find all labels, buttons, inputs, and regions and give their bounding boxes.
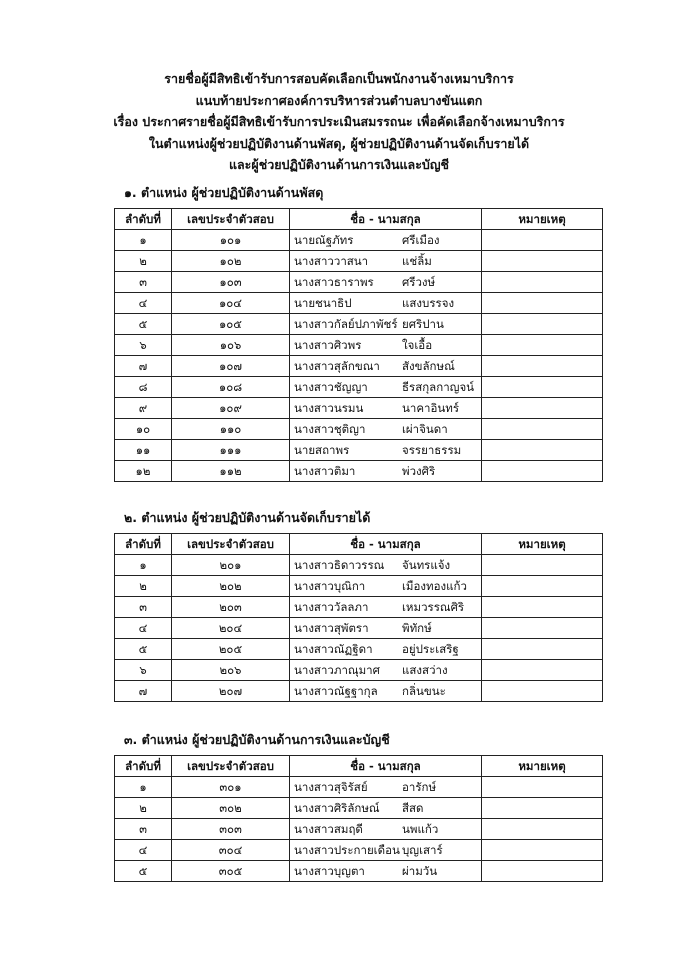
last-name: ผ่ามวัน — [402, 864, 438, 878]
last-name: จรรยาธรรม — [402, 443, 462, 457]
first-name: นางสาวบุณิกา — [294, 579, 366, 593]
first-name: นางสาวสมฤดี — [294, 822, 363, 836]
cell-remark — [482, 660, 603, 681]
cell-name — [290, 798, 482, 819]
last-name: อารักษ์ — [402, 780, 437, 794]
last-name: แสงบรรจง — [402, 296, 455, 310]
name-wrap — [294, 335, 477, 355]
last-name: เผ่าจินดา — [402, 422, 448, 436]
cell-exam-id: ๓๐๓ — [172, 819, 290, 840]
name-wrap — [294, 819, 477, 839]
cell-exam-id: ๒๐๓ — [172, 597, 290, 618]
first-name: นางสาวชุติญา — [294, 422, 366, 436]
table-row — [115, 861, 603, 882]
first-name: นางสาวสุลักขณา — [294, 359, 380, 373]
cell-remark — [482, 639, 603, 660]
cell-exam-id: ๓๐๑ — [172, 777, 290, 798]
cell-name — [290, 777, 482, 798]
name-wrap — [294, 777, 477, 797]
name-wrap — [294, 618, 477, 638]
name-wrap — [294, 681, 477, 701]
cell-exam-id: ๑๐๕ — [172, 314, 290, 335]
cell-exam-id: ๓๐๕ — [172, 861, 290, 882]
cell-no: ๕ — [115, 314, 172, 335]
cell-remark — [482, 461, 603, 482]
table-row — [115, 576, 603, 597]
cell-remark — [482, 419, 603, 440]
cell-exam-id: ๓๐๔ — [172, 840, 290, 861]
section-1-title: ๑. ตำแหน่ง ผู้ช่วยปฏิบัติงานด้านพัสดุ — [124, 185, 324, 200]
name-wrap — [294, 356, 477, 376]
cell-no: ๓ — [115, 819, 172, 840]
cell-name — [290, 597, 482, 618]
last-name: นพแก้ว — [402, 822, 439, 836]
table-row — [115, 398, 603, 419]
table-header-row — [115, 209, 603, 230]
last-name: บุญเสาร์ — [402, 843, 443, 857]
table-row — [115, 251, 603, 272]
cell-no: ๑ — [115, 555, 172, 576]
cell-remark — [482, 251, 603, 272]
cell-no: ๑ — [115, 777, 172, 798]
cell-name — [290, 398, 482, 419]
cell-no: ๑๒ — [115, 461, 172, 482]
cell-exam-id: ๑๐๔ — [172, 293, 290, 314]
cell-remark — [482, 377, 603, 398]
first-name: นางสาวติมา — [294, 464, 356, 478]
cell-exam-id: ๒๐๕ — [172, 639, 290, 660]
cell-name — [290, 335, 482, 356]
first-name: นายณัฐภัทร — [294, 233, 354, 247]
name-wrap — [294, 398, 477, 418]
last-name: พ่วงศิริ — [402, 464, 436, 478]
cell-exam-id: ๒๐๑ — [172, 555, 290, 576]
last-name: ศรีวงษ์ — [402, 275, 436, 289]
cell-exam-id: ๑๐๗ — [172, 356, 290, 377]
name-wrap — [294, 419, 477, 439]
last-name: อยู่ประเสริฐ — [402, 642, 459, 656]
cell-exam-id: ๑๑๐ — [172, 419, 290, 440]
last-name: กลิ่นขนะ — [402, 684, 446, 698]
cell-exam-id: ๑๐๒ — [172, 251, 290, 272]
cell-name — [290, 555, 482, 576]
cell-remark — [482, 314, 603, 335]
cell-no: ๗ — [115, 681, 172, 702]
cell-no: ๔ — [115, 618, 172, 639]
last-name: นาคาอินทร์ — [402, 401, 459, 415]
column-header-no: ลำดับที่ — [115, 209, 172, 230]
cell-no: ๕ — [115, 639, 172, 660]
name-wrap — [294, 576, 477, 596]
table-row — [115, 272, 603, 293]
cell-exam-id: ๑๑๒ — [172, 461, 290, 482]
cell-name — [290, 681, 482, 702]
name-wrap — [294, 251, 477, 271]
column-header-name: ชื่อ - นามสกุล — [290, 209, 482, 230]
cell-exam-id: ๑๐๘ — [172, 377, 290, 398]
section-2-title: ๒. ตำแหน่ง ผู้ช่วยปฏิบัติงานด้านจัดเก็บรายได้ — [124, 510, 371, 525]
column-header-exam-id: เลขประจำตัวสอบ — [172, 756, 290, 777]
column-header-no: ลำดับที่ — [115, 756, 172, 777]
table-header-row — [115, 756, 603, 777]
table-row — [115, 639, 603, 660]
cell-remark — [482, 293, 603, 314]
first-name: นางสาวธาราพร — [294, 275, 374, 289]
cell-name — [290, 419, 482, 440]
column-header-no: ลำดับที่ — [115, 534, 172, 555]
first-name: นางสาววาสนา — [294, 254, 369, 268]
name-wrap — [294, 293, 477, 313]
table-row — [115, 377, 603, 398]
cell-remark — [482, 861, 603, 882]
cell-no: ๗ — [115, 356, 172, 377]
name-wrap — [294, 861, 477, 881]
table-row — [115, 419, 603, 440]
cell-no: ๓ — [115, 597, 172, 618]
table-row — [115, 335, 603, 356]
table-row — [115, 440, 603, 461]
cell-remark — [482, 819, 603, 840]
table-row — [115, 356, 603, 377]
cell-no: ๒ — [115, 251, 172, 272]
cell-remark — [482, 398, 603, 419]
table-row — [115, 840, 603, 861]
cell-name — [290, 618, 482, 639]
cell-remark — [482, 597, 603, 618]
table-row — [115, 314, 603, 335]
cell-remark — [482, 230, 603, 251]
cell-name — [290, 356, 482, 377]
header-line-2: แนบท้ายประกาศองค์การบริหารส่วนตำบลบางขันแตก — [195, 92, 483, 108]
cell-name — [290, 639, 482, 660]
name-wrap — [294, 798, 477, 818]
table-row — [115, 681, 603, 702]
last-name: เหมวรรณศิริ — [402, 600, 465, 614]
cell-name — [290, 576, 482, 597]
cell-exam-id: ๑๐๖ — [172, 335, 290, 356]
cell-remark — [482, 576, 603, 597]
cell-no: ๑๐ — [115, 419, 172, 440]
first-name: นางสาวณัฐฐากุล — [294, 684, 378, 698]
column-header-exam-id: เลขประจำตัวสอบ — [172, 534, 290, 555]
section-3-table — [114, 755, 603, 882]
cell-exam-id: ๑๐๓ — [172, 272, 290, 293]
name-wrap — [294, 461, 477, 481]
table-row — [115, 618, 603, 639]
cell-exam-id: ๑๐๑ — [172, 230, 290, 251]
first-name: นางสาวนรมน — [294, 401, 364, 415]
table-row — [115, 293, 603, 314]
cell-no: ๙ — [115, 398, 172, 419]
column-header-remark: หมายเหตุ — [482, 756, 603, 777]
header-line-5: และผู้ช่วยปฏิบัติงานด้านการเงินและบัญชี — [228, 157, 450, 172]
cell-name — [290, 230, 482, 251]
name-wrap — [294, 314, 477, 334]
table-row — [115, 798, 603, 819]
header-line-1: รายชื่อผู้มีสิทธิเข้ารับการสอบคัดเลือกเป็นพนักงานจ้างเหมาบริการ — [164, 71, 514, 86]
first-name: นางสาวศิริลักษณ์ — [294, 801, 380, 815]
column-header-remark: หมายเหตุ — [482, 534, 603, 555]
table-row — [115, 660, 603, 681]
cell-no: ๓ — [115, 272, 172, 293]
first-name: นางสาวบุญตา — [294, 864, 365, 878]
last-name: สังขลักษณ์ — [402, 359, 455, 373]
first-name: นางสาวธิดาวรรณ — [294, 558, 385, 572]
name-wrap — [294, 639, 477, 659]
cell-no: ๖ — [115, 335, 172, 356]
cell-exam-id: ๒๐๔ — [172, 618, 290, 639]
cell-remark — [482, 356, 603, 377]
first-name: นายสถาพร — [294, 443, 350, 457]
first-name: นางสาวภาณุมาศ — [294, 663, 380, 677]
first-name: นางสาววัลลภา — [294, 600, 369, 614]
first-name: นางสาวชัญญา — [294, 380, 368, 394]
table-row — [115, 597, 603, 618]
name-wrap — [294, 440, 477, 460]
cell-name — [290, 314, 482, 335]
column-header-remark: หมายเหตุ — [482, 209, 603, 230]
cell-name — [290, 251, 482, 272]
first-name: นางสาวศิวพร — [294, 338, 362, 352]
cell-name — [290, 440, 482, 461]
cell-no: ๔ — [115, 840, 172, 861]
name-wrap — [294, 597, 477, 617]
last-name: ใจเอื้อ — [402, 338, 433, 352]
cell-remark — [482, 555, 603, 576]
cell-exam-id: ๓๐๒ — [172, 798, 290, 819]
cell-name — [290, 461, 482, 482]
table-row — [115, 230, 603, 251]
first-name: นายชนาธิป — [294, 296, 352, 310]
cell-name — [290, 660, 482, 681]
cell-remark — [482, 440, 603, 461]
last-name: พิทักษ์ — [402, 621, 432, 635]
table-row — [115, 777, 603, 798]
name-wrap — [294, 230, 477, 250]
last-name: ยศริปาน — [402, 317, 444, 331]
cell-name — [290, 377, 482, 398]
cell-remark — [482, 681, 603, 702]
cell-no: ๖ — [115, 660, 172, 681]
cell-remark — [482, 618, 603, 639]
cell-name — [290, 272, 482, 293]
cell-exam-id: ๒๐๖ — [172, 660, 290, 681]
cell-no: ๑ — [115, 230, 172, 251]
cell-no: ๕ — [115, 861, 172, 882]
cell-name — [290, 819, 482, 840]
name-wrap — [294, 377, 477, 397]
cell-remark — [482, 272, 603, 293]
first-name: นางสาวสุพัตรา — [294, 621, 369, 635]
cell-exam-id: ๒๐๒ — [172, 576, 290, 597]
last-name: เมืองทองแก้ว — [402, 579, 467, 593]
first-name: นางสาวกัลย์ปภาพัชร์ — [294, 317, 398, 331]
first-name: นางสาวณัฏฐิดา — [294, 642, 373, 656]
cell-remark — [482, 335, 603, 356]
name-wrap — [294, 272, 477, 292]
cell-no: ๔ — [115, 293, 172, 314]
last-name: แสงสว่าง — [402, 663, 448, 677]
last-name: จันทรแจ้ง — [402, 558, 451, 572]
cell-exam-id: ๑๑๑ — [172, 440, 290, 461]
header-line-4: ในตำแหน่งผู้ช่วยปฏิบัติงานด้านพัสดุ, ผู้ช่วยปฏิบัติงานด้านจัดเก็บรายได้ — [148, 135, 530, 151]
last-name: สีสด — [402, 801, 424, 815]
cell-remark — [482, 798, 603, 819]
section-2-table — [114, 533, 603, 702]
section-3-title: ๓. ตำแหน่ง ผู้ช่วยปฏิบัติงานด้านการเงินและบัญชี — [124, 732, 390, 747]
name-wrap — [294, 840, 477, 860]
header-line-3: เรื่อง ประกาศรายชื่อผู้มีสิทธิเข้ารับการประเมินสมรรถนะ เพื่อคัดเลือกจ้างเหมาบริการ — [113, 114, 565, 129]
last-name: ศรีเมือง — [402, 233, 440, 247]
last-name: แช่ลิ้ม — [402, 254, 432, 268]
table-header-row — [115, 534, 603, 555]
document-header — [0, 68, 678, 176]
cell-name — [290, 293, 482, 314]
section-1-table — [114, 208, 603, 482]
cell-no: ๑๑ — [115, 440, 172, 461]
column-header-name: ชื่อ - นามสกุล — [290, 534, 482, 555]
first-name: นางสาวสุจิรัสย์ — [294, 780, 368, 794]
cell-no: ๒ — [115, 576, 172, 597]
first-name: นางสาวประกายเดือน — [294, 843, 400, 857]
name-wrap — [294, 660, 477, 680]
cell-remark — [482, 840, 603, 861]
cell-no: ๘ — [115, 377, 172, 398]
column-header-exam-id: เลขประจำตัวสอบ — [172, 209, 290, 230]
cell-name — [290, 840, 482, 861]
cell-remark — [482, 777, 603, 798]
cell-no: ๒ — [115, 798, 172, 819]
table-row — [115, 461, 603, 482]
table-row — [115, 555, 603, 576]
cell-exam-id: ๑๐๙ — [172, 398, 290, 419]
column-header-name: ชื่อ - นามสกุล — [290, 756, 482, 777]
table-row — [115, 819, 603, 840]
name-wrap — [294, 555, 477, 575]
cell-exam-id: ๒๐๗ — [172, 681, 290, 702]
cell-name — [290, 861, 482, 882]
last-name: ธีรสกุลกาญจน์ — [402, 380, 475, 394]
